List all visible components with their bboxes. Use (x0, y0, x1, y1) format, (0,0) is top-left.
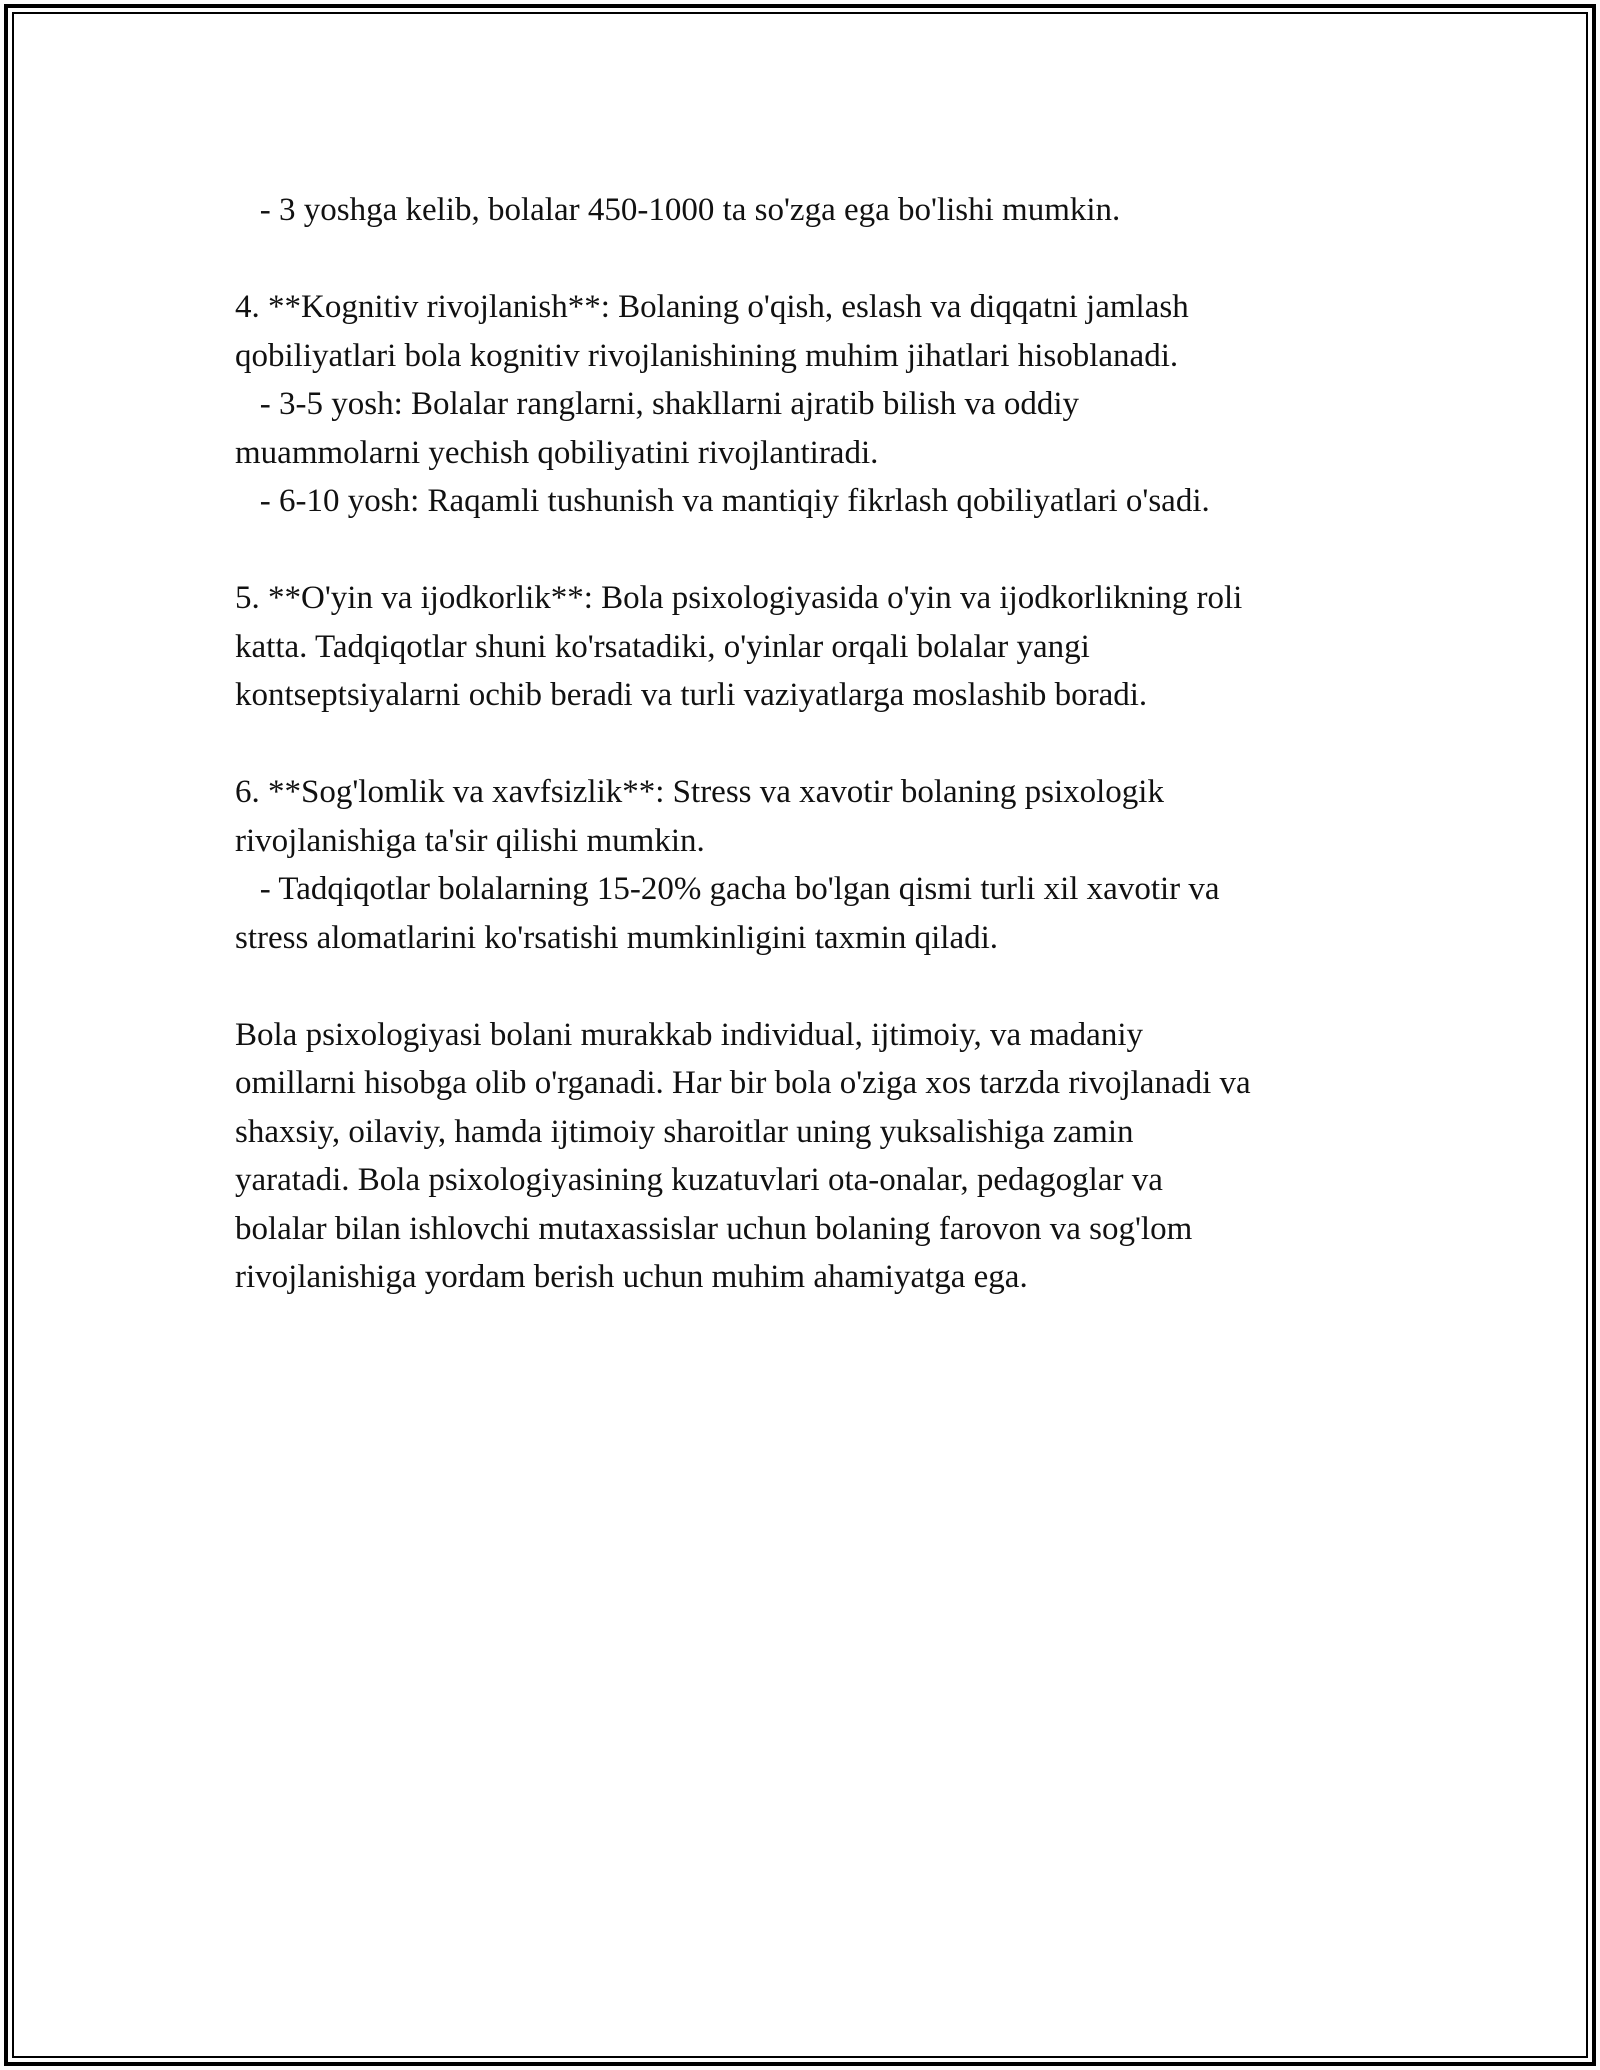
text-line: Bola psixologiyasi bolani murakkab individual, ijtimoiy, va madaniy (235, 1016, 1143, 1053)
text-line: bolalar bilan ishlovchi mutaxassislar uchun bolaning farovon va sog'lom (235, 1210, 1193, 1247)
text-line: rivojlanishiga yordam berish uchun muhim ahamiyatga ega. (235, 1259, 1028, 1295)
text-line: - 3 yoshga kelib, bolalar 450-1000 ta so'zga ega bo'lishi mumkin. (235, 192, 1121, 228)
text-line: omillarni hisobga olib o'rganadi. Har bir bola o'ziga xos tarzda rivojlanadi va (235, 1065, 1251, 1101)
blank-line (235, 235, 1385, 284)
text-line: katta. Tadqiqotlar shuni ko'rsatadiki, o'yinlar orqali bolalar yangi (235, 628, 1090, 665)
text-line: kontseptsiyalarni ochib beradi va turli vaziyatlarga moslashib boradi. (235, 677, 1148, 713)
text-line: 6. **Sog'lomlik va xavfsizlik**: Stress va xavotir bolaning psixologik (235, 774, 1164, 810)
text-line: - Tadqiqotlar bolalarning 15-20% gacha bo'lgan qismi turli xil xavotir va (235, 871, 1220, 907)
document-body (235, 186, 1385, 1302)
text-line: qobiliyatlari bola kognitiv rivojlanishining muhim jihatlari hisoblanadi. (235, 337, 1179, 374)
text-line: 4. **Kognitiv rivojlanish**: Bolaning o'qish, eslash va diqqatni jamlash (235, 289, 1189, 325)
blank-line (235, 962, 1385, 1011)
text-line: 5. **O'yin va ijodkorlik**: Bola psixologiyasida o'yin va ijodkorlikning roli (235, 580, 1243, 616)
text-line: - 3-5 yosh: Bolalar ranglarni, shakllarni ajratib bilish va oddiy (235, 386, 1080, 422)
text-line: stress alomatlarini ko'rsatishi mumkinligini taxmin qiladi. (235, 919, 999, 956)
text-line: yaratadi. Bola psixologiyasining kuzatuvlari ota-onalar, pedagoglar va (235, 1162, 1163, 1198)
text-line: muammolarni yechish qobiliyatini rivojlantiradi. (235, 434, 879, 471)
text-line: shaxsiy, oilaviy, hamda ijtimoiy sharoitlar uning yuksalishiga zamin (235, 1113, 1134, 1150)
text-line: rivojlanishiga ta'sir qilishi mumkin. (235, 822, 705, 859)
blank-line (235, 720, 1385, 769)
blank-line (235, 526, 1385, 575)
text-line: - 6-10 yosh: Raqamli tushunish va mantiqiy fikrlash qobiliyatlari o'sadi. (235, 483, 1210, 519)
